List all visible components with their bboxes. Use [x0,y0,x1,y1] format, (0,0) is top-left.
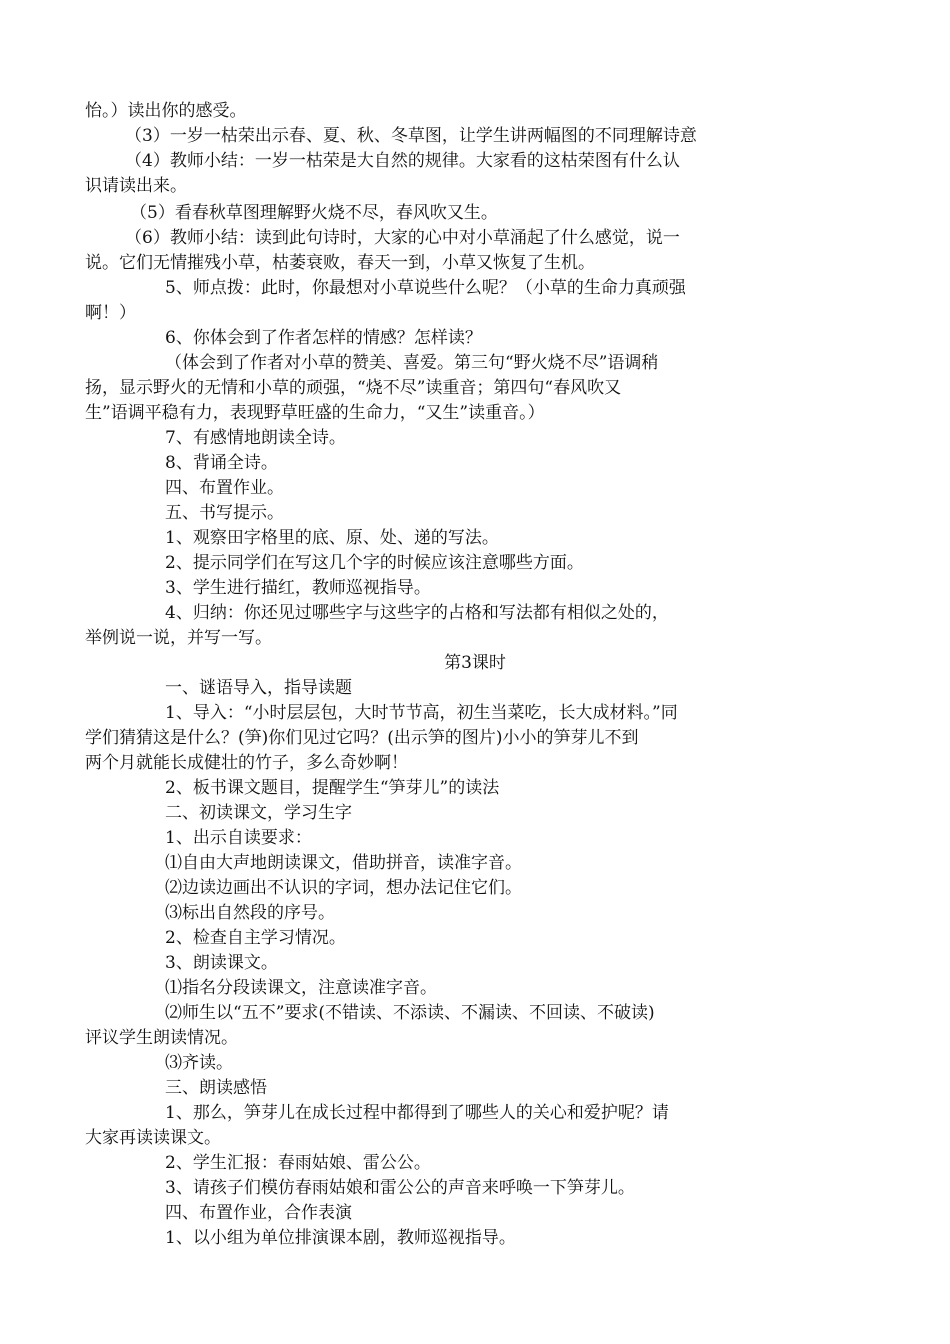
text-line: 5、师点拨：此时，你最想对小草说些什么呢？（小草的生命力真顽强 [165,278,686,298]
text-line: 1、那么，笋芽儿在成长过程中都得到了哪些人的关心和爱护呢？请 [165,1103,669,1123]
text-line: 3、朗读课文。 [165,953,278,973]
text-line: 1、观察田字格里的底、原、处、递的写法。 [165,528,499,548]
text-line: 大家再读读课文。 [85,1128,221,1148]
text-line: 1、以小组为单位排演课本剧，教师巡视指导。 [165,1228,516,1248]
section-heading: 二、初读课文，学习生字 [165,803,352,823]
text-line: 啊！） [85,303,136,323]
text-line: 2、板书课文题目，提醒学生“笋芽儿”的读法 [165,778,500,798]
text-line: 识请读出来。 [85,176,187,196]
text-line: ⑶齐读。 [165,1053,233,1073]
text-line: ⑴指名分段读课文，注意读准字音。 [165,978,437,998]
text-line: ⑶标出自然段的序号。 [165,903,335,923]
text-line: 举例说一说，并写一写。 [85,628,272,648]
text-line: （4）教师小结：一岁一枯荣是大自然的规律。大家看的这枯荣图有什么认 [125,151,680,171]
text-line: （6）教师小结：读到此句诗时，大家的心中对小草涌起了什么感觉，说一 [125,228,680,248]
text-line: 2、提示同学们在写这几个字的时候应该注意哪些方面。 [165,553,584,573]
text-line: 评议学生朗读情况。 [85,1028,238,1048]
text-line: 1、导入：“小时层层包，大时节节高，初生当菜吃，长大成材料。”同 [165,703,678,723]
text-line: 8、背诵全诗。 [165,453,278,473]
text-line: 6、你体会到了作者怎样的情感？怎样读？ [165,328,482,348]
text-line: 生”语调平稳有力，表现野草旺盛的生命力，“又生”读重音。） [85,403,545,423]
section-heading: 四、布置作业。 [165,478,284,498]
section-heading: 一、谜语导入，指导读题 [165,678,352,698]
text-line: （5）看春秋草图理解野火烧不尽，春风吹又生。 [130,203,498,223]
text-line: 扬，显示野火的无情和小草的顽强，“烧不尽”读重音；第四句“春风吹又 [85,378,622,398]
section-heading: 四、布置作业，合作表演 [165,1203,352,1223]
text-line: 3、学生进行描红，教师巡视指导。 [165,578,431,598]
text-line: ⑵边读边画出不认识的字词，想办法记住它们。 [165,878,522,898]
text-line: 两个月就能长成健壮的竹子，多么奇妙啊！ [85,753,408,773]
text-line: 4、归纳：你还见过哪些字与这些字的占格和写法都有相似之处的， [165,603,669,623]
text-line: （3）一岁一枯荣出示春、夏、秋、冬草图，让学生讲两幅图的不同理解诗意 [125,126,697,146]
text-line: ⑴自由大声地朗读课文，借助拼音，读准字音。 [165,853,522,873]
section-heading: 五、书写提示。 [165,503,284,523]
text-line: （体会到了作者对小草的赞美、喜爱。第三句“野火烧不尽”语调稍 [165,353,659,373]
text-line: ⑵师生以“五不”要求(不错读、不添读、不漏读、不回读、不破读) [165,1003,655,1023]
text-line: 3、请孩子们模仿春雨姑娘和雷公公的声音来呼唤一下笋芽儿。 [165,1178,635,1198]
text-line: 怡。）读出你的感受。 [85,101,247,121]
text-line: 学们猜猜这是什么？(笋)你们见过它吗？(出示笋的图片)小小的笋芽儿不到 [85,728,639,748]
text-line: 2、学生汇报：春雨姑娘、雷公公。 [165,1153,431,1173]
section-heading: 三、朗读感悟 [165,1078,267,1098]
text-line: 1、出示自读要求： [165,828,312,848]
lesson-title: 第3课时 [444,653,506,673]
text-line: 7、有感情地朗读全诗。 [165,428,346,448]
text-line: 2、检查自主学习情况。 [165,928,346,948]
text-line: 说。它们无情摧残小草，枯萎衰败，春天一到，小草又恢复了生机。 [85,253,595,273]
